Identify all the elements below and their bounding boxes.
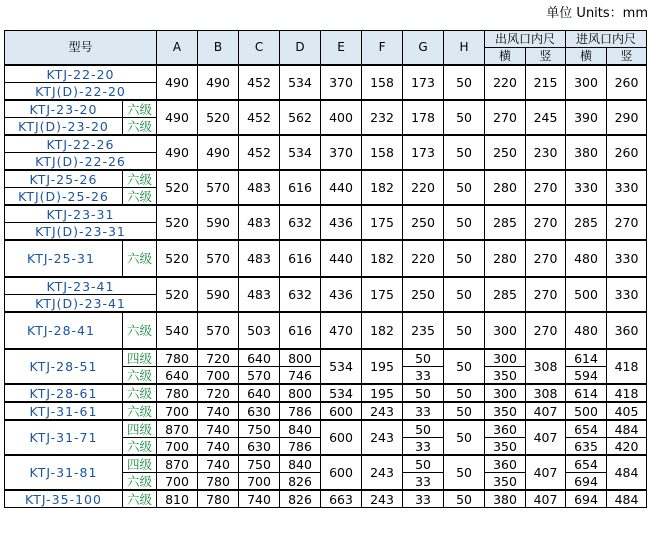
- value-cell: 640: [239, 384, 280, 402]
- value-cell: 534: [280, 135, 321, 170]
- value-cell: 50: [444, 170, 485, 205]
- value-cell: 694: [566, 473, 607, 491]
- value-cell: 50: [444, 277, 485, 312]
- model-cell: KTJ-28-51: [5, 349, 123, 384]
- value-cell: 700: [157, 473, 198, 491]
- value-cell: 420: [607, 438, 647, 456]
- grade-cell: 六级: [123, 118, 157, 136]
- value-cell: 750: [239, 455, 280, 473]
- value-cell: 370: [321, 135, 362, 170]
- value-cell: 630: [239, 438, 280, 456]
- value-cell: 407: [526, 402, 566, 420]
- value-cell: 350: [485, 367, 526, 385]
- model-cell: KTJ(D)-22-26: [5, 153, 157, 171]
- value-cell: 654: [566, 455, 607, 473]
- value-cell: 490: [157, 135, 198, 170]
- value-cell: 520: [157, 170, 198, 205]
- grade-cell: 四级: [123, 349, 157, 367]
- value-cell: 484: [607, 420, 647, 438]
- grade-cell: 六级: [123, 473, 157, 491]
- value-cell: 195: [362, 384, 403, 402]
- value-cell: 285: [485, 277, 526, 312]
- value-cell: 663: [321, 490, 362, 508]
- value-cell: 452: [239, 100, 280, 135]
- value-cell: 270: [526, 205, 566, 240]
- value-cell: 786: [280, 438, 321, 456]
- value-cell: 635: [566, 438, 607, 456]
- value-cell: 720: [198, 384, 239, 402]
- value-cell: 380: [566, 135, 607, 170]
- value-cell: 780: [198, 490, 239, 508]
- model-cell: KTJ(D)-23-20: [5, 118, 123, 136]
- value-cell: 407: [526, 455, 566, 490]
- value-cell: 654: [566, 420, 607, 438]
- grade-cell: 六级: [123, 312, 157, 349]
- model-cell: KTJ-22-20: [5, 65, 157, 83]
- value-cell: 503: [239, 312, 280, 349]
- value-cell: 870: [157, 455, 198, 473]
- value-cell: 840: [280, 455, 321, 473]
- value-cell: 220: [485, 65, 526, 100]
- value-cell: 600: [321, 402, 362, 420]
- value-cell: 220: [403, 240, 444, 277]
- value-cell: 380: [485, 490, 526, 508]
- spec-table: [4, 30, 647, 508]
- value-cell: 570: [198, 170, 239, 205]
- value-cell: 360: [485, 455, 526, 473]
- value-cell: 215: [526, 65, 566, 100]
- value-cell: 440: [321, 240, 362, 277]
- value-cell: 570: [239, 367, 280, 385]
- value-cell: 50: [444, 65, 485, 100]
- value-cell: 490: [157, 65, 198, 100]
- value-cell: 407: [526, 420, 566, 455]
- value-cell: 483: [239, 205, 280, 240]
- value-cell: 630: [239, 402, 280, 420]
- value-cell: 243: [362, 402, 403, 420]
- value-cell: 350: [485, 438, 526, 456]
- value-cell: 826: [280, 473, 321, 491]
- value-cell: 270: [526, 240, 566, 277]
- value-cell: 50: [444, 312, 485, 349]
- header-outlet-vert: 竖: [526, 48, 566, 66]
- value-cell: 50: [444, 100, 485, 135]
- value-cell: 50: [403, 420, 444, 438]
- value-cell: 260: [607, 65, 647, 100]
- header-inlet-vert: 竖: [607, 48, 647, 66]
- value-cell: 490: [157, 100, 198, 135]
- value-cell: 243: [362, 455, 403, 490]
- value-cell: 480: [566, 240, 607, 277]
- value-cell: 700: [239, 473, 280, 491]
- value-cell: 330: [607, 277, 647, 312]
- value-cell: 452: [239, 135, 280, 170]
- value-cell: 484: [607, 455, 647, 490]
- value-cell: 232: [362, 100, 403, 135]
- value-cell: 594: [566, 367, 607, 385]
- value-cell: 440: [321, 170, 362, 205]
- value-cell: 740: [198, 420, 239, 438]
- model-cell: KTJ-35-100: [5, 490, 123, 508]
- model-cell: KTJ-23-31: [5, 205, 157, 223]
- value-cell: 700: [198, 367, 239, 385]
- value-cell: 250: [403, 277, 444, 312]
- value-cell: 614: [566, 384, 607, 402]
- grade-cell: 六级: [123, 170, 157, 188]
- value-cell: 50: [444, 135, 485, 170]
- grade-cell: 四级: [123, 455, 157, 473]
- value-cell: 50: [444, 349, 485, 384]
- value-cell: 483: [239, 240, 280, 277]
- value-cell: 740: [198, 455, 239, 473]
- value-cell: 33: [403, 438, 444, 456]
- value-cell: 33: [403, 367, 444, 385]
- value-cell: 330: [607, 240, 647, 277]
- value-cell: 50: [403, 455, 444, 473]
- value-cell: 746: [280, 367, 321, 385]
- grade-cell: 六级: [123, 490, 157, 508]
- value-cell: 270: [526, 312, 566, 349]
- grade-cell: 六级: [123, 367, 157, 385]
- value-cell: 600: [321, 420, 362, 455]
- value-cell: 520: [157, 205, 198, 240]
- value-cell: 740: [198, 438, 239, 456]
- value-cell: 50: [444, 490, 485, 508]
- value-cell: 33: [403, 402, 444, 420]
- value-cell: 483: [239, 170, 280, 205]
- value-cell: 483: [239, 277, 280, 312]
- value-cell: 570: [198, 312, 239, 349]
- value-cell: 750: [239, 420, 280, 438]
- model-cell: KTJ-25-31: [5, 240, 123, 277]
- value-cell: 390: [566, 100, 607, 135]
- value-cell: 370: [321, 65, 362, 100]
- value-cell: 182: [362, 170, 403, 205]
- value-cell: 280: [485, 240, 526, 277]
- header-col-c: C: [239, 31, 280, 66]
- value-cell: 270: [526, 277, 566, 312]
- value-cell: 520: [198, 100, 239, 135]
- model-cell: KTJ(D)-23-31: [5, 223, 157, 241]
- model-cell: KTJ-31-71: [5, 420, 123, 455]
- grade-cell: 六级: [123, 384, 157, 402]
- value-cell: 235: [403, 312, 444, 349]
- value-cell: 740: [239, 490, 280, 508]
- value-cell: 500: [566, 402, 607, 420]
- value-cell: 178: [403, 100, 444, 135]
- value-cell: 534: [321, 384, 362, 402]
- value-cell: 632: [280, 277, 321, 312]
- value-cell: 360: [485, 420, 526, 438]
- value-cell: 300: [485, 384, 526, 402]
- value-cell: 418: [607, 349, 647, 384]
- value-cell: 173: [403, 65, 444, 100]
- value-cell: 500: [566, 277, 607, 312]
- value-cell: 243: [362, 490, 403, 508]
- value-cell: 173: [403, 135, 444, 170]
- value-cell: 490: [198, 135, 239, 170]
- model-cell: KTJ-28-61: [5, 384, 123, 402]
- value-cell: 350: [485, 402, 526, 420]
- value-cell: 50: [403, 349, 444, 367]
- header-model: 型号: [5, 31, 157, 66]
- header-col-d: D: [280, 31, 321, 66]
- value-cell: 220: [403, 170, 444, 205]
- model-cell: KTJ-28-41: [5, 312, 123, 349]
- value-cell: 300: [485, 349, 526, 367]
- value-cell: 436: [321, 277, 362, 312]
- value-cell: 590: [198, 205, 239, 240]
- value-cell: 840: [280, 420, 321, 438]
- grade-cell: 六级: [123, 100, 157, 118]
- model-cell: KTJ-22-26: [5, 135, 157, 153]
- value-cell: 308: [526, 349, 566, 384]
- header-inlet: 进风口内尺: [566, 31, 647, 48]
- value-cell: 720: [198, 349, 239, 367]
- value-cell: 350: [485, 473, 526, 491]
- value-cell: 632: [280, 205, 321, 240]
- model-cell: KTJ-23-41: [5, 277, 157, 295]
- value-cell: 175: [362, 277, 403, 312]
- value-cell: 616: [280, 312, 321, 349]
- units-label: 单位 Units：mm: [546, 6, 648, 21]
- header-outlet: 出风口内尺: [485, 31, 566, 48]
- value-cell: 405: [607, 402, 647, 420]
- model-cell: KTJ-31-61: [5, 402, 123, 420]
- value-cell: 534: [321, 349, 362, 384]
- grade-cell: 六级: [123, 240, 157, 277]
- value-cell: 285: [566, 205, 607, 240]
- value-cell: 570: [198, 240, 239, 277]
- value-cell: 600: [321, 455, 362, 490]
- model-cell: KTJ(D)-25-26: [5, 188, 123, 206]
- value-cell: 540: [157, 312, 198, 349]
- value-cell: 33: [403, 473, 444, 491]
- value-cell: 50: [444, 205, 485, 240]
- value-cell: 243: [362, 420, 403, 455]
- value-cell: 740: [198, 402, 239, 420]
- value-cell: 50: [444, 240, 485, 277]
- value-cell: 158: [362, 135, 403, 170]
- value-cell: 175: [362, 205, 403, 240]
- header-col-a: A: [157, 31, 198, 66]
- value-cell: 195: [362, 349, 403, 384]
- model-cell: KTJ-23-20: [5, 100, 123, 118]
- value-cell: 870: [157, 420, 198, 438]
- value-cell: 407: [526, 490, 566, 508]
- value-cell: 260: [607, 135, 647, 170]
- value-cell: 780: [198, 473, 239, 491]
- value-cell: 470: [321, 312, 362, 349]
- header-col-b: B: [198, 31, 239, 66]
- value-cell: 330: [566, 170, 607, 205]
- value-cell: 640: [157, 367, 198, 385]
- value-cell: 616: [280, 170, 321, 205]
- model-cell: KTJ-25-26: [5, 170, 123, 188]
- value-cell: 300: [566, 65, 607, 100]
- header-col-e: E: [321, 31, 362, 66]
- value-cell: 50: [444, 455, 485, 490]
- value-cell: 285: [485, 205, 526, 240]
- value-cell: 300: [485, 312, 526, 349]
- header-col-h: H: [444, 31, 485, 66]
- value-cell: 616: [280, 240, 321, 277]
- grade-cell: 六级: [123, 402, 157, 420]
- value-cell: 452: [239, 65, 280, 100]
- value-cell: 800: [280, 384, 321, 402]
- grade-cell: 六级: [123, 438, 157, 456]
- value-cell: 520: [157, 277, 198, 312]
- value-cell: 33: [403, 490, 444, 508]
- value-cell: 308: [526, 384, 566, 402]
- value-cell: 50: [444, 402, 485, 420]
- value-cell: 520: [157, 240, 198, 277]
- value-cell: 780: [157, 384, 198, 402]
- value-cell: 270: [485, 100, 526, 135]
- value-cell: 158: [362, 65, 403, 100]
- model-cell: KTJ(D)-23-41: [5, 295, 157, 313]
- header-col-f: F: [362, 31, 403, 66]
- value-cell: 330: [607, 170, 647, 205]
- value-cell: 694: [566, 490, 607, 508]
- value-cell: 245: [526, 100, 566, 135]
- model-cell: KTJ-31-81: [5, 455, 123, 490]
- value-cell: 50: [444, 420, 485, 455]
- value-cell: 640: [239, 349, 280, 367]
- value-cell: 800: [280, 349, 321, 367]
- value-cell: 590: [198, 277, 239, 312]
- value-cell: 534: [280, 65, 321, 100]
- grade-cell: 六级: [123, 188, 157, 206]
- value-cell: 700: [157, 402, 198, 420]
- value-cell: 786: [280, 402, 321, 420]
- header-inlet-horiz: 横: [566, 48, 607, 66]
- value-cell: 700: [157, 438, 198, 456]
- value-cell: 826: [280, 490, 321, 508]
- value-cell: 290: [607, 100, 647, 135]
- value-cell: 490: [198, 65, 239, 100]
- model-cell: KTJ(D)-22-20: [5, 83, 157, 101]
- value-cell: 484: [607, 490, 647, 508]
- value-cell: 270: [526, 170, 566, 205]
- value-cell: 562: [280, 100, 321, 135]
- value-cell: 270: [607, 205, 647, 240]
- value-cell: 614: [566, 349, 607, 367]
- header-outlet-horiz: 横: [485, 48, 526, 66]
- value-cell: 360: [607, 312, 647, 349]
- value-cell: 250: [485, 135, 526, 170]
- value-cell: 230: [526, 135, 566, 170]
- grade-cell: 四级: [123, 420, 157, 438]
- value-cell: 400: [321, 100, 362, 135]
- value-cell: 418: [607, 384, 647, 402]
- value-cell: 182: [362, 312, 403, 349]
- value-cell: 50: [444, 384, 485, 402]
- value-cell: 250: [403, 205, 444, 240]
- header-col-g: G: [403, 31, 444, 66]
- value-cell: 50: [403, 384, 444, 402]
- value-cell: 810: [157, 490, 198, 508]
- value-cell: 280: [485, 170, 526, 205]
- value-cell: 436: [321, 205, 362, 240]
- value-cell: 182: [362, 240, 403, 277]
- value-cell: 480: [566, 312, 607, 349]
- value-cell: 780: [157, 349, 198, 367]
